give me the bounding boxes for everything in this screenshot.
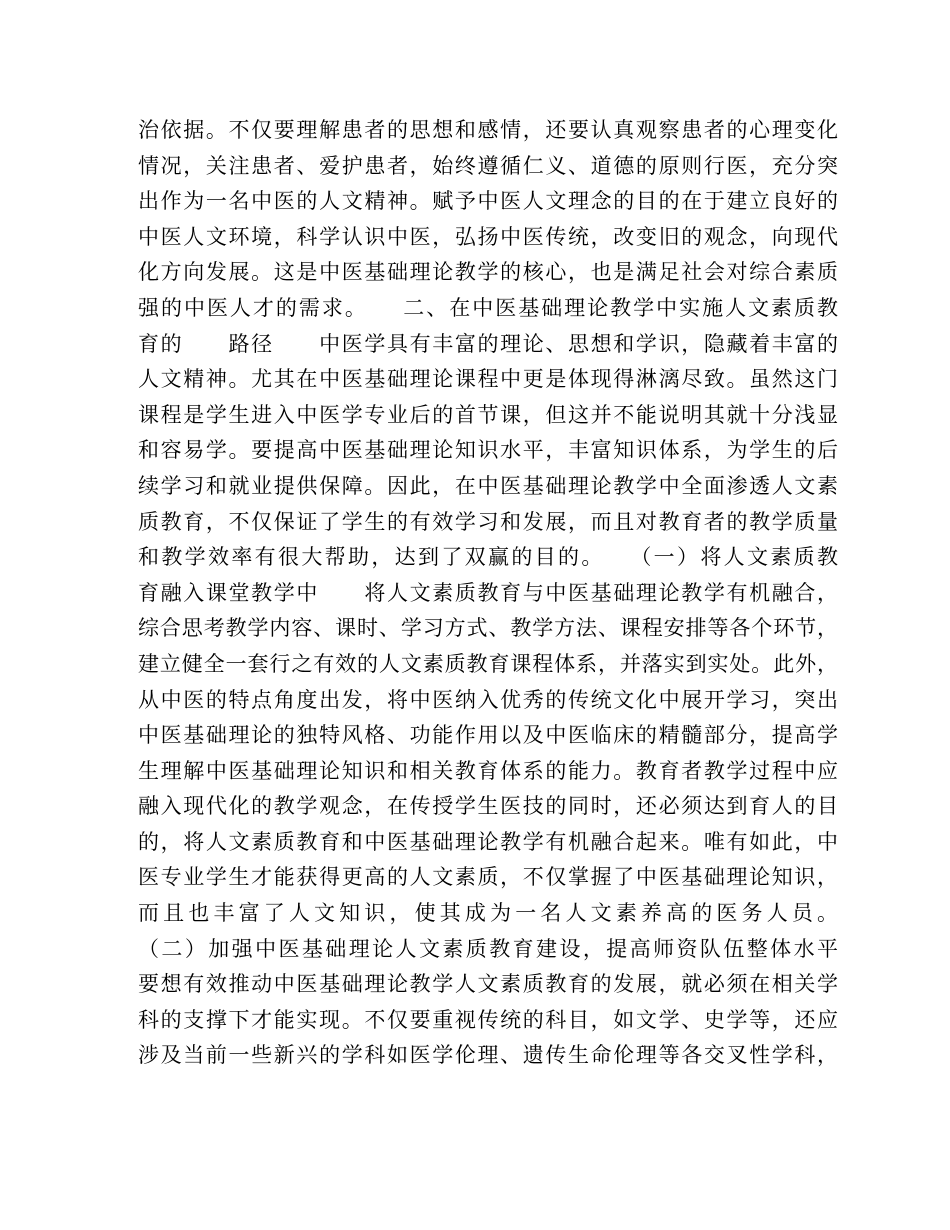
text-line: 科的支撑下才能实现。不仅要重视传统的科目，如文学、史学等，还应	[138, 1007, 838, 1032]
text-line: 化方向发展。这是中医基础理论教学的核心，也是满足社会对综合素质	[138, 260, 838, 285]
text-line: 人文精神。尤其在中医基础理论课程中更是体现得淋漓尽致。虽然这门	[138, 367, 838, 392]
text-line: 情况，关注患者、爱护患者，始终遵循仁义、道德的原则行医，充分突	[138, 153, 838, 178]
text-line: 强的中医人才的需求。 二、在中医基础理论教学中实施人文素质教	[138, 295, 838, 320]
text-line: 续学习和就业提供保障。因此，在中医基础理论教学中全面渗透人文素	[138, 473, 838, 498]
text-line: 中医人文环境，科学认识中医，弘扬中医传统，改变旧的观念，向现代	[138, 224, 838, 249]
text-line: 育融入课堂教学中 将人文素质教育与中医基础理论教学有机融合，	[138, 580, 838, 605]
text-line: 综合思考教学内容、课时、学习方式、教学方法、课程安排等各个环节，	[138, 616, 838, 641]
text-line: 和教学效率有很大帮助，达到了双赢的目的。 （一）将人文素质教	[138, 545, 838, 570]
text-line: 治依据。不仅要理解患者的思想和感情，还要认真观察患者的心理变化	[138, 118, 838, 142]
body-text	[138, 113, 838, 1074]
text-line: 的，将人文素质教育和中医基础理论教学有机融合起来。唯有如此，中	[138, 829, 838, 854]
text-line: 中医基础理论的独特风格、功能作用以及中医临床的精髓部分，提高学	[138, 723, 838, 748]
text-line: 建立健全一套行之有效的人文素质教育课程体系，并落实到实处。此外，	[138, 651, 838, 676]
text-line: 融入现代化的教学观念，在传授学生医技的同时，还必须达到育人的目	[138, 794, 838, 819]
text-line: 生理解中医基础理论知识和相关教育体系的能力。教育者教学过程中应	[138, 758, 838, 783]
text-line: 出作为一名中医的人文精神。赋予中医人文理念的目的在于建立良好的	[138, 189, 838, 214]
text-line: 涉及当前一些新兴的学科如医学伦理、遗传生命伦理等各交叉性学科，	[138, 1043, 838, 1068]
text-line: 质教育，不仅保证了学生的有效学习和发展，而且对教育者的教学质量	[138, 509, 838, 534]
text-line: 医专业学生才能获得更高的人文素质，不仅掌握了中医基础理论知识，	[138, 865, 838, 890]
text-line: 和容易学。要提高中医基础理论知识水平，丰富知识体系，为学生的后	[138, 438, 838, 463]
text-line: 课程是学生进入中医学专业后的首节课，但这并不能说明其就十分浅显	[138, 402, 838, 427]
text-line: 要想有效推动中医基础理论教学人文素质教育的发展，就必须在相关学	[138, 972, 838, 997]
text-line: （二）加强中医基础理论人文素质教育建设，提高师资队伍整体水平	[138, 936, 838, 961]
text-line: 从中医的特点角度出发，将中医纳入优秀的传统文化中展开学习，突出	[138, 687, 838, 712]
text-line: 育的 路径 中医学具有丰富的理论、思想和学识，隐藏着丰富的	[138, 331, 838, 356]
text-line: 而且也丰富了人文知识，使其成为一名人文素养高的医务人员。	[138, 901, 838, 926]
